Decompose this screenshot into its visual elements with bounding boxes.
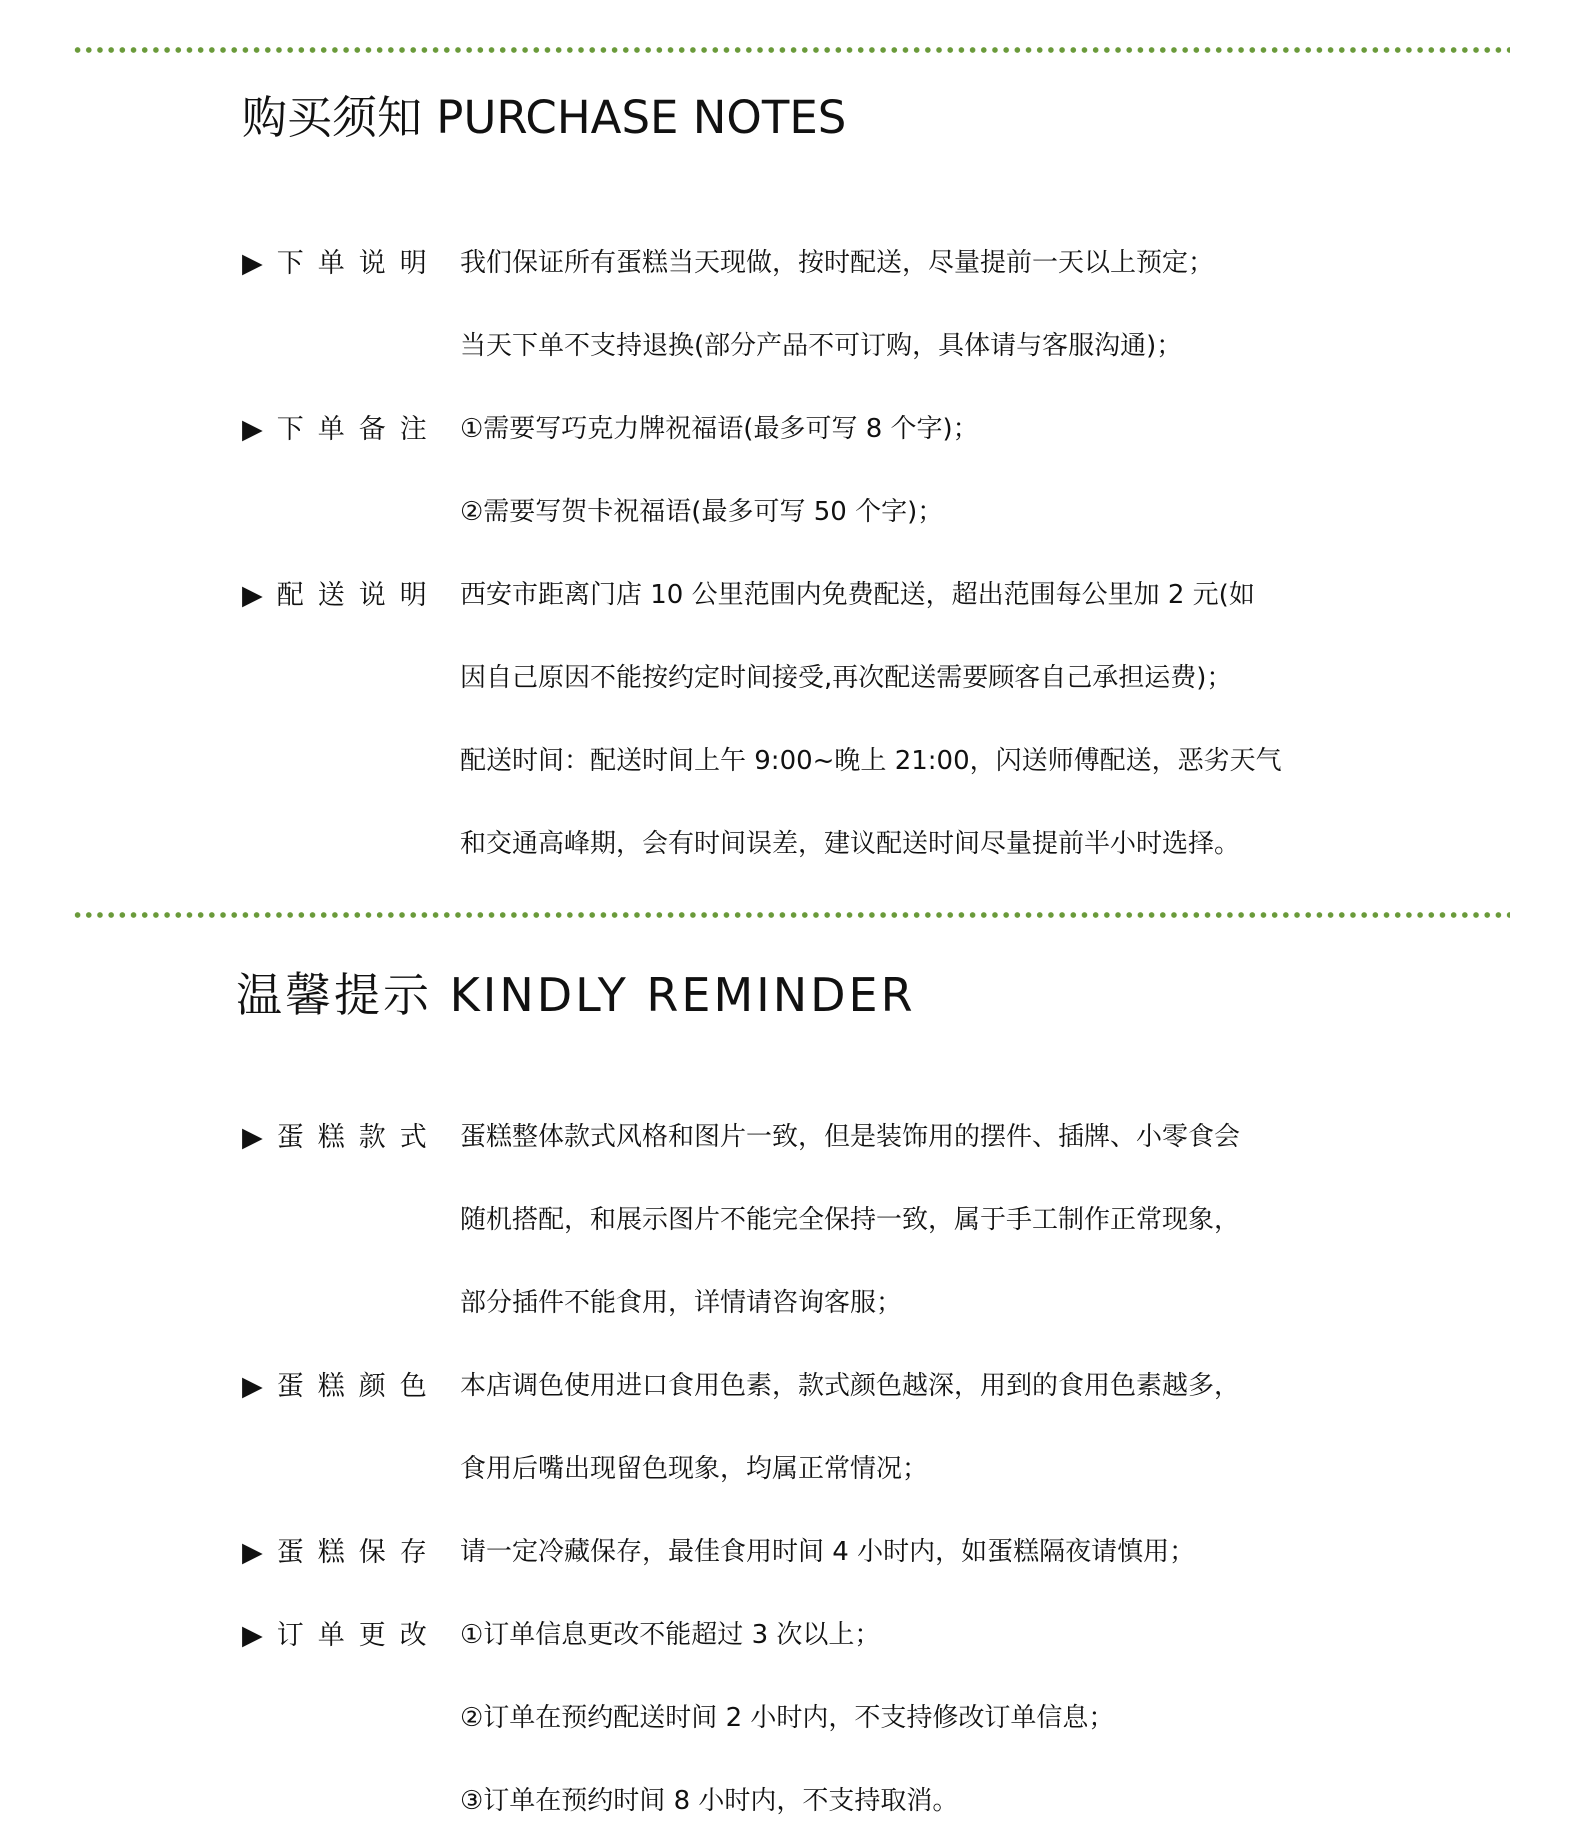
item-label: ▶下单备注 <box>242 414 441 445</box>
item-line: ②订单在预约配送时间 2 小时内，不支持修改订单信息； <box>460 1703 1115 1733</box>
item-line: 食用后嘴出现留色现象，均属正常情况； <box>460 1454 929 1484</box>
item-label: ▶订单更改 <box>242 1620 441 1651</box>
item-label: ▶蛋糕颜色 <box>242 1371 441 1402</box>
reminder-item-cake-storage <box>242 1511 1362 1594</box>
item-line: 因自己原因不能按约定时间接受,再次配送需要顾客自己承担运费)； <box>460 663 1233 693</box>
item-line: 本店调色使用进口食用色素，款式颜色越深，用到的食用色素越多， <box>460 1371 1241 1401</box>
reminder-item-order-changes <box>242 1594 1362 1843</box>
item-label: ▶蛋糕保存 <box>242 1537 441 1568</box>
item-lines <box>460 554 1282 886</box>
item-line: ③订单在预约时间 8 小时内，不支持取消。 <box>460 1786 959 1816</box>
dotted-divider-middle <box>72 912 1510 918</box>
notes-item-order-remarks <box>242 388 1362 554</box>
item-label: ▶配送说明 <box>242 580 441 611</box>
notes-item-order-instructions <box>242 222 1362 388</box>
reminder-item-cake-style <box>242 1096 1362 1345</box>
notes-item-delivery-instructions <box>242 554 1362 886</box>
item-line: 西安市距离门店 10 公里范围内免费配送，超出范围每公里加 2 元(如 <box>460 580 1255 610</box>
item-line: 请一定冷藏保存，最佳食用时间 4 小时内，如蛋糕隔夜请慎用； <box>460 1537 1196 1567</box>
item-lines <box>460 1345 1240 1511</box>
purchase-notes-title: 购买须知 PURCHASE NOTES <box>242 91 847 144</box>
item-line: 和交通高峰期，会有时间误差，建议配送时间尽量提前半小时选择。 <box>460 829 1241 859</box>
item-label: ▶下单说明 <box>242 248 441 279</box>
kindly-reminder-section <box>242 1096 1362 1843</box>
item-line: ②需要写贺卡祝福语(最多可写 50 个字)； <box>460 497 944 527</box>
item-line: 随机搭配，和展示图片不能完全保持一致，属于手工制作正常现象， <box>460 1205 1241 1235</box>
purchase-notes-section <box>242 222 1362 886</box>
item-lines <box>460 1511 1195 1594</box>
item-line: ①需要写巧克力牌祝福语(最多可写 8 个字)； <box>460 414 979 444</box>
item-label: ▶蛋糕款式 <box>242 1122 441 1153</box>
item-line: 蛋糕整体款式风格和图片一致，但是装饰用的摆件、插牌、小零食会 <box>460 1122 1241 1152</box>
reminder-item-cake-color <box>242 1345 1362 1511</box>
item-lines <box>460 1594 1114 1843</box>
dotted-divider-top <box>72 47 1510 53</box>
item-line: ①订单信息更改不能超过 3 次以上； <box>460 1620 881 1650</box>
item-lines <box>460 388 979 554</box>
item-line: 配送时间：配送时间上午 9:00~晚上 21:00，闪送师傅配送，恶劣天气 <box>460 746 1282 776</box>
item-line: 当天下单不支持退换(部分产品不可订购，具体请与客服沟通)； <box>460 331 1183 361</box>
item-line: 我们保证所有蛋糕当天现做，按时配送，尽量提前一天以上预定； <box>460 248 1215 278</box>
kindly-reminder-title: 温馨提示 KINDLY REMINDER <box>236 968 916 1022</box>
item-lines <box>460 1096 1240 1345</box>
item-line: 部分插件不能食用，详情请咨询客服； <box>460 1288 903 1318</box>
item-lines <box>460 222 1214 388</box>
